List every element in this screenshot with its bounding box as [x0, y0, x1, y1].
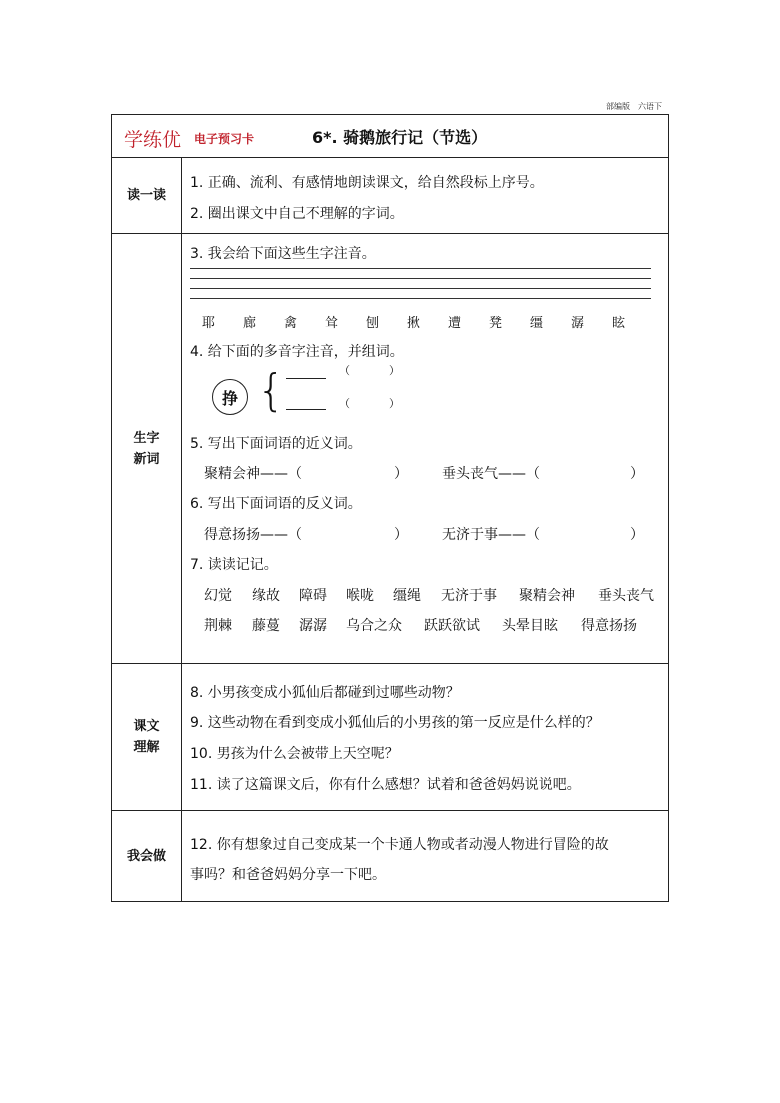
- word-item: 潺潺: [299, 618, 327, 634]
- lesson-title: 6*. 骑鹅旅行记（节选）: [312, 128, 488, 147]
- close-paren: ）: [389, 364, 400, 377]
- close-paren: ）: [630, 466, 644, 482]
- synonym-item-2: 垂头丧气——（: [442, 466, 540, 482]
- polyphone-char-circle: [212, 379, 248, 415]
- pinyin-line-1: [190, 268, 651, 269]
- card-type-label: 电子预习卡: [194, 132, 255, 146]
- understand-label-line2: 理解: [133, 740, 160, 755]
- vocab-label-line2: 新词: [133, 451, 160, 467]
- open-paren: （: [339, 364, 350, 377]
- pinyin-char: 耸: [325, 316, 339, 331]
- pinyin-char: 禽: [284, 316, 298, 331]
- pronunciation-blank-2[interactable]: [286, 409, 326, 410]
- understand-label-line1: 课文: [133, 719, 160, 734]
- question-7: 7. 读读记记。: [190, 557, 278, 573]
- antonym-item-1: 得意扬扬——（: [204, 527, 302, 543]
- vocab-section: [112, 234, 668, 664]
- word-item: 聚精会神: [519, 588, 575, 604]
- question-2: 2. 圈出课文中自己不理解的字词。: [190, 206, 404, 222]
- pinyin-line-2: [190, 278, 651, 279]
- polyphone-char: 挣: [221, 388, 238, 408]
- question-12-line1: 12. 你有想象过自己变成某一个卡通人物或者动漫人物进行冒险的故: [190, 837, 609, 853]
- read-label: 读一读: [112, 158, 182, 233]
- pinyin-char: 凳: [489, 316, 503, 331]
- preview-card: [111, 114, 669, 902]
- word-item: 荆棘: [204, 618, 232, 634]
- brace-icon: {: [257, 365, 285, 416]
- question-8: 8. 小男孩变成小狐仙后都碰到过哪些动物？: [190, 685, 460, 701]
- word-item: 缘故: [252, 588, 280, 604]
- word-item: 无济于事: [441, 588, 497, 604]
- pinyin-char: 潺: [571, 316, 585, 331]
- word-item: 缰绳: [393, 588, 421, 604]
- open-paren: （: [339, 397, 350, 410]
- understand-section: [112, 664, 668, 811]
- edition-label: 部编版 六语下: [606, 102, 662, 111]
- pinyin-char: 廊: [243, 316, 257, 331]
- do-content: [182, 811, 668, 901]
- pronunciation-blank-1[interactable]: [286, 378, 326, 379]
- question-9: 9. 这些动物在看到变成小狐仙后的小男孩的第一反应是什么样的？: [190, 715, 600, 731]
- question-10: 10. 男孩为什么会被带上天空呢？: [190, 746, 399, 762]
- pinyin-char: 眩: [612, 316, 626, 331]
- understand-label: [112, 664, 182, 810]
- pinyin-char: 遭: [448, 316, 462, 331]
- pinyin-char: 刨: [366, 316, 380, 331]
- do-label: 我会做: [112, 811, 182, 901]
- header-row: [112, 115, 668, 158]
- pinyin-char: 缰: [530, 316, 544, 331]
- word-item: 喉咙: [346, 588, 374, 604]
- brand-logo-text: 学练优: [124, 129, 182, 151]
- close-paren: ）: [389, 397, 400, 410]
- read-content: [182, 158, 668, 233]
- word-item: 障碍: [299, 588, 327, 604]
- question-4: 4. 给下面的多音字注音，并组词。: [190, 344, 404, 360]
- word-item: 藤蔓: [252, 618, 280, 634]
- word-item: 得意扬扬: [581, 618, 637, 634]
- question-1: 1. 正确、流利、有感情地朗读课文，给自然段标上序号。: [190, 175, 544, 191]
- word-item: 乌合之众: [346, 618, 402, 634]
- vocab-label-line1: 生字: [133, 430, 160, 446]
- pinyin-char: 耶: [202, 316, 216, 331]
- pinyin-line-3: [190, 288, 651, 289]
- question-12-line2: 事吗？和爸爸妈妈分享一下吧。: [190, 867, 386, 883]
- pinyin-char: 揪: [407, 316, 421, 331]
- close-paren: ）: [394, 466, 408, 482]
- close-paren: ）: [394, 527, 408, 543]
- question-5: 5. 写出下面词语的近义词。: [190, 436, 362, 452]
- do-section: [112, 811, 668, 901]
- read-section: [112, 158, 668, 234]
- question-11: 11. 读了这篇课文后，你有什么感想？试着和爸爸妈妈说说吧。: [190, 777, 581, 793]
- pinyin-line-4: [190, 298, 651, 299]
- antonym-item-2: 无济于事——（: [442, 527, 540, 543]
- synonym-item-1: 聚精会神——（: [204, 466, 302, 482]
- word-item: 头晕目眩: [502, 618, 558, 634]
- vocab-label: [112, 234, 182, 663]
- word-item: 跃跃欲试: [424, 618, 480, 634]
- vocab-content: [182, 234, 668, 663]
- word-item: 幻觉: [204, 588, 232, 604]
- close-paren: ）: [630, 527, 644, 543]
- understand-content: [182, 664, 668, 810]
- question-3: 3. 我会给下面这些生字注音。: [190, 246, 376, 262]
- question-6: 6. 写出下面词语的反义词。: [190, 496, 362, 512]
- word-item: 垂头丧气: [598, 588, 654, 604]
